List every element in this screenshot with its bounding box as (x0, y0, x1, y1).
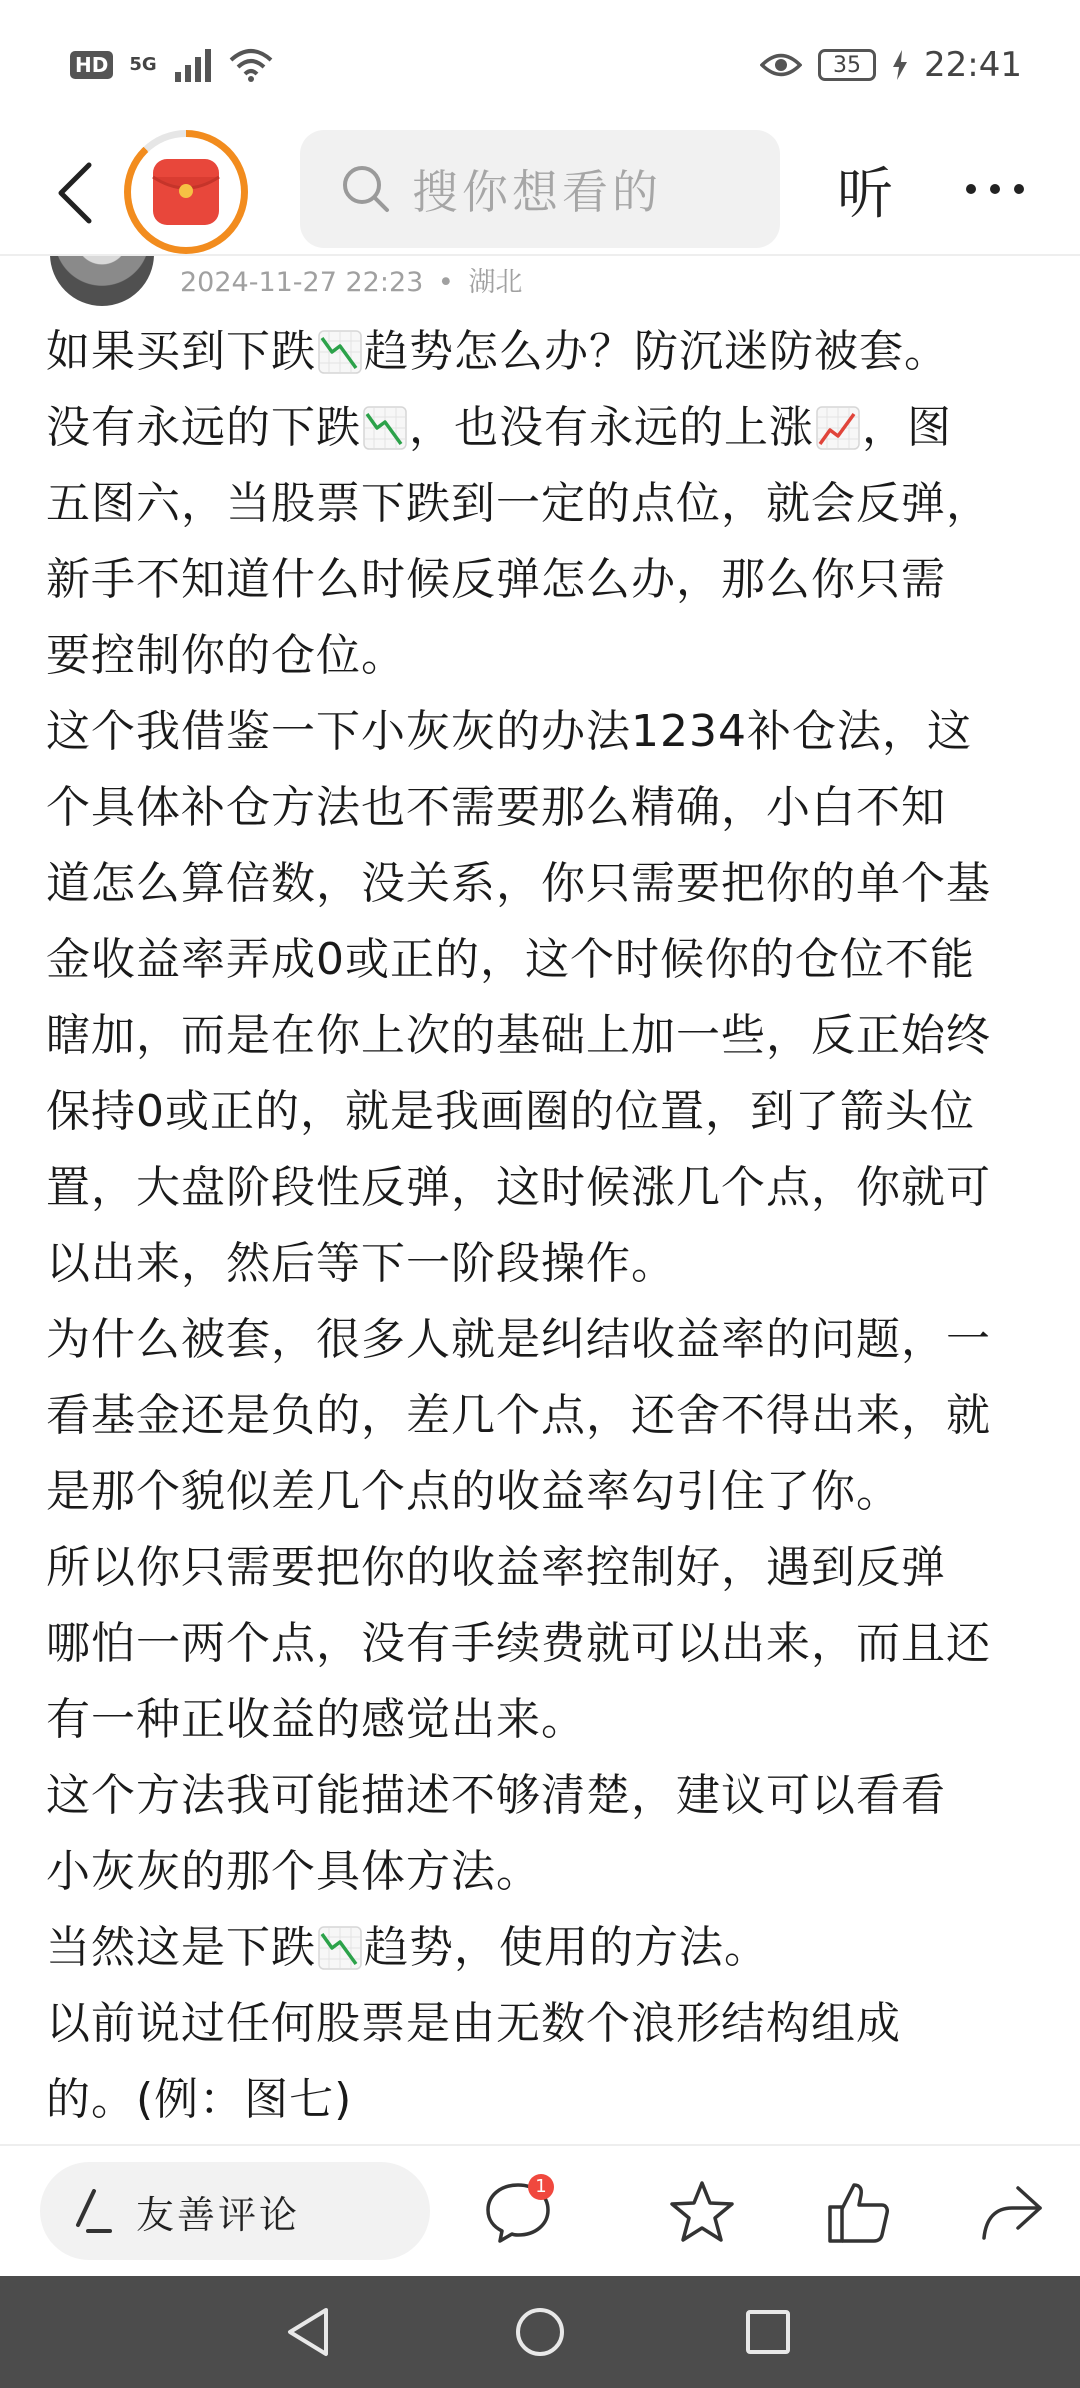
eye-comfort-icon (760, 50, 802, 80)
article-text: ，也没有永远的上涨 (409, 402, 814, 453)
status-left (70, 48, 273, 82)
article-body (46, 314, 1036, 2138)
article-text: 小灰灰的那个具体方法。 (46, 1846, 541, 1897)
article-text: 新手不知道什么时候反弹怎么办，那么你只需 (46, 554, 946, 605)
back-button[interactable] (40, 145, 110, 241)
post-location: 湖北 (468, 267, 523, 298)
hd-badge: HD (70, 51, 113, 79)
article-line (46, 1074, 1036, 1150)
article-line (46, 1454, 1036, 1530)
article-text: ，图 (862, 402, 952, 453)
article-line (46, 1758, 1036, 1834)
article-text: 道怎么算倍数，没关系，你只需要把你的单个基 (46, 858, 991, 909)
cellular-signal-icon (173, 48, 213, 82)
article-line (46, 1986, 1036, 2062)
article-line (46, 618, 1036, 694)
triangle-back-icon (284, 2306, 332, 2358)
article-line (46, 694, 1036, 770)
article-text: 个具体补仓方法也不需要那么精确，小白不知 (46, 782, 946, 833)
post-timestamp: 2024-11-27 22:23 (180, 267, 424, 298)
article-line (46, 1302, 1036, 1378)
article-line (46, 1834, 1036, 1910)
search-icon (340, 163, 392, 215)
comments-button[interactable] (478, 2172, 558, 2252)
back-arrow-icon (55, 161, 95, 225)
article-text: 保持0或正的，就是我画圈的位置，到了箭头位 (46, 1086, 975, 1137)
listen-button[interactable]: 听 (837, 162, 893, 227)
network-generation: 5G (129, 54, 157, 75)
red-packet-container (131, 137, 241, 247)
article-line (46, 1910, 1036, 1986)
nav-back-button[interactable] (278, 2302, 338, 2362)
article-line (46, 1682, 1036, 1758)
article-text: 以前说过任何股票是由无数个浪形结构组成 (46, 1998, 901, 2049)
battery-indicator: 35 (818, 49, 876, 81)
chart-decreasing-icon (318, 1926, 362, 1970)
article-line (46, 846, 1036, 922)
share-arrow-icon (978, 2182, 1046, 2242)
article-text: 有一种正收益的感觉出来。 (46, 1694, 586, 1745)
article-line (46, 770, 1036, 846)
author-avatar[interactable] (50, 256, 154, 306)
article-content (0, 256, 1080, 2144)
article-text: 这个我借鉴一下小灰灰的办法1234补仓法，这 (46, 706, 972, 757)
post-meta (180, 260, 522, 299)
top-navigation (0, 130, 1080, 256)
circle-home-icon (513, 2305, 567, 2359)
red-packet-progress-button[interactable] (124, 130, 248, 254)
favorite-button[interactable] (662, 2172, 742, 2252)
status-bar (0, 0, 1080, 130)
article-line (46, 922, 1036, 998)
clock: 22:41 (924, 45, 1022, 85)
article-line (46, 314, 1036, 390)
nav-recents-button[interactable] (738, 2302, 798, 2362)
article-line (46, 1150, 1036, 1226)
article-line (46, 1378, 1036, 1454)
article-line (46, 998, 1036, 1074)
article-text: 瞎加，而是在你上次的基础上加一些，反正始终 (46, 1010, 991, 1061)
charging-bolt-icon (892, 50, 908, 80)
chart-increasing-icon (816, 406, 860, 450)
article-text: 没有永远的下跌 (46, 402, 361, 453)
article-text: 当然这是下跌 (46, 1922, 316, 1973)
chart-decreasing-icon (318, 330, 362, 374)
comment-input[interactable] (40, 2162, 430, 2260)
system-navigation-bar (0, 2276, 1080, 2388)
more-dots-icon (965, 183, 1025, 195)
article-text: 要控制你的仓位。 (46, 630, 406, 681)
status-right (760, 45, 1022, 85)
chart-decreasing-icon (363, 406, 407, 450)
article-line (46, 542, 1036, 618)
article-text: 是那个貌似差几个点的收益率勾引住了你。 (46, 1466, 901, 1517)
article-text: 看基金还是负的，差几个点，还舍不得出来，就 (46, 1390, 991, 1441)
red-packet-icon (149, 155, 223, 229)
search-box[interactable] (300, 130, 780, 248)
article-line (46, 1606, 1036, 1682)
bottom-action-bar (0, 2144, 1080, 2276)
article-text: 趋势怎么办？防沉迷防被套。 (364, 326, 949, 377)
article-text: 趋势，使用的方法。 (364, 1922, 769, 1973)
pen-icon (72, 2189, 112, 2233)
article-text: 五图六，当股票下跌到一定的点位，就会反弹， (46, 478, 991, 529)
star-icon (668, 2179, 736, 2245)
meta-separator: • (437, 267, 454, 298)
article-text: 置，大盘阶段性反弹，这时候涨几个点，你就可 (46, 1162, 991, 1213)
article-text: 的。(例：图七) (46, 2074, 353, 2125)
search-placeholder: 搜你想看的 (412, 165, 662, 219)
article-line (46, 466, 1036, 542)
article-line (46, 1226, 1036, 1302)
article-text: 哪怕一两个点，没有手续费就可以出来，而且还 (46, 1618, 991, 1669)
square-recents-icon (744, 2308, 792, 2356)
article-text: 为什么被套，很多人就是纠结收益率的问题，一 (46, 1314, 991, 1365)
article-line (46, 2062, 1036, 2138)
article-text: 金收益率弄成0或正的，这个时候你的仓位不能 (46, 934, 975, 985)
share-button[interactable] (972, 2172, 1052, 2252)
article-text: 这个方法我可能描述不够清楚，建议可以看看 (46, 1770, 946, 1821)
comment-placeholder: 友善评论 (136, 2192, 301, 2237)
article-text: 如果买到下跌 (46, 326, 316, 377)
article-text: 所以你只需要把你的收益率控制好，遇到反弹 (46, 1542, 946, 1593)
thumbs-up-icon (824, 2179, 892, 2245)
more-button[interactable] (960, 154, 1030, 224)
like-button[interactable] (818, 2172, 898, 2252)
wifi-icon (229, 48, 273, 82)
article-line (46, 390, 1036, 466)
article-text: 以出来，然后等下一阶段操作。 (46, 1238, 676, 1289)
article-line (46, 1530, 1036, 1606)
comment-count-badge: 1 (528, 2174, 554, 2200)
nav-home-button[interactable] (510, 2302, 570, 2362)
